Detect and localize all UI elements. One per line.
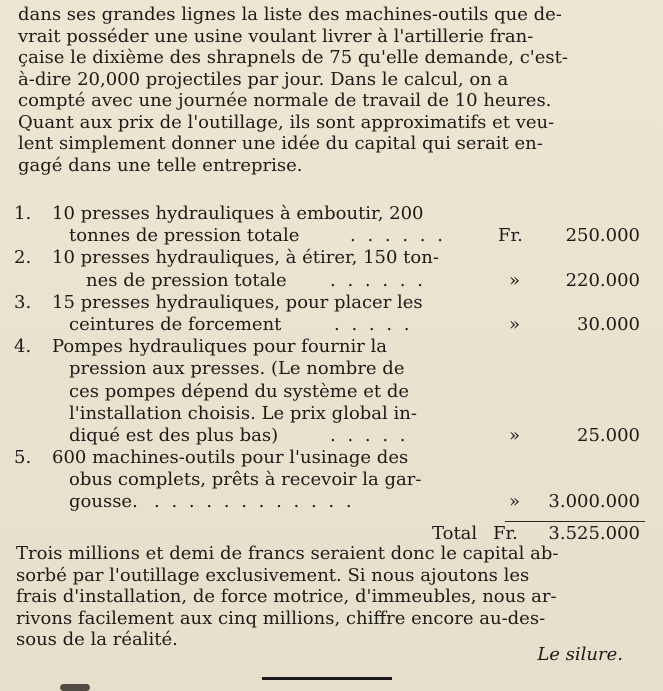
item-text: obus complets, prêts à recevoir la gar- bbox=[69, 469, 422, 491]
total-currency: Fr. bbox=[493, 523, 518, 544]
item-text: gousse. bbox=[69, 491, 138, 513]
intro-line: çaise le dixième des shrapnels de 75 qu'elle demande, c'est- bbox=[18, 47, 568, 68]
item-amount: 3.000.000 bbox=[548, 491, 640, 513]
leader-dots: . . . . . . bbox=[330, 269, 426, 291]
item-number: 4. bbox=[14, 336, 32, 358]
intro-paragraph bbox=[18, 4, 648, 176]
item-text: 10 presses hydrauliques, à étirer, 150 ton- bbox=[52, 247, 439, 269]
item-number: 5. bbox=[14, 447, 32, 469]
intro-line: lent simplement donner une idée du capital qui serait en- bbox=[18, 133, 543, 154]
equipment-list bbox=[14, 203, 654, 514]
item-number: 3. bbox=[14, 291, 32, 313]
item-text: ceintures de forcement bbox=[69, 313, 282, 335]
item-amount: 250.000 bbox=[565, 225, 640, 247]
intro-line: Quant aux prix de l'outillage, ils sont approximatifs et veu- bbox=[18, 111, 555, 133]
item-currency: » bbox=[509, 269, 521, 291]
item-text: l'installation choisis. Le prix global in- bbox=[69, 402, 417, 424]
item-text: 10 presses hydrauliques à emboutir, 200 bbox=[52, 203, 424, 224]
item-text: pression aux presses. (Le nombre de bbox=[69, 358, 405, 380]
item-text: tonnes de pression totale bbox=[69, 225, 300, 247]
ink-smudge bbox=[60, 684, 90, 691]
total-amount: 3.525.000 bbox=[548, 523, 640, 544]
closing-line: Trois millions et demi de francs seraient donc le capital ab- bbox=[16, 543, 559, 564]
item-number: 1. bbox=[14, 203, 32, 224]
item-amount: 25.000 bbox=[577, 424, 640, 446]
item-text: 600 machines-outils pour l'usinage des bbox=[52, 447, 409, 469]
intro-line: dans ses grandes lignes la liste des machines-outils que de- bbox=[18, 4, 562, 25]
item-text: diqué est des plus bas) bbox=[69, 424, 279, 446]
item-text: ces pompes dépend du système et de bbox=[69, 380, 410, 402]
leader-dots: . . . . . . . . . . . . bbox=[154, 491, 355, 513]
closing-line: sorbé par l'outillage exclusivement. Si nous ajoutons les bbox=[16, 564, 530, 586]
closing-line: sous de la réalité. bbox=[16, 629, 178, 650]
intro-line: gagé dans une telle entreprise. bbox=[18, 154, 303, 176]
list-item bbox=[14, 203, 654, 247]
item-currency: » bbox=[509, 424, 521, 446]
item-currency: » bbox=[509, 313, 521, 335]
leader-dots: . . . . . bbox=[330, 424, 409, 446]
list-item bbox=[14, 447, 654, 514]
item-number: 2. bbox=[14, 247, 32, 269]
list-item bbox=[14, 336, 654, 447]
total-rule bbox=[505, 521, 645, 522]
closing-line: frais d'installation, de force motrice, d'immeubles, nous ar- bbox=[16, 586, 557, 607]
item-currency: Fr. bbox=[498, 225, 523, 247]
list-item bbox=[14, 247, 654, 291]
closing-line: rivons facilement aux cinq millions, chiffre encore au-des- bbox=[16, 607, 546, 629]
intro-line: vrait posséder une usine voulant livrer à l'artillerie fran- bbox=[18, 25, 534, 47]
item-currency: » bbox=[509, 491, 521, 513]
item-amount: 30.000 bbox=[577, 313, 640, 335]
item-text: 15 presses hydrauliques, pour placer les bbox=[52, 291, 423, 313]
item-text: Pompes hydrauliques pour fournir la bbox=[52, 336, 388, 358]
item-text: nes de pression totale bbox=[86, 269, 287, 291]
closing-paragraph bbox=[16, 543, 644, 651]
item-amount: 220.000 bbox=[565, 269, 640, 291]
leader-dots: . . . . . . bbox=[350, 225, 446, 247]
section-divider bbox=[262, 677, 392, 680]
intro-line: compté avec une journée normale de travail de 10 heures. bbox=[18, 90, 552, 111]
intro-line: à-dire 20,000 projectiles par jour. Dans le calcul, on a bbox=[18, 68, 509, 90]
list-item bbox=[14, 292, 654, 336]
total-label: Total bbox=[432, 523, 478, 544]
leader-dots: . . . . . bbox=[334, 313, 413, 335]
signature: Le silure. bbox=[537, 644, 623, 665]
